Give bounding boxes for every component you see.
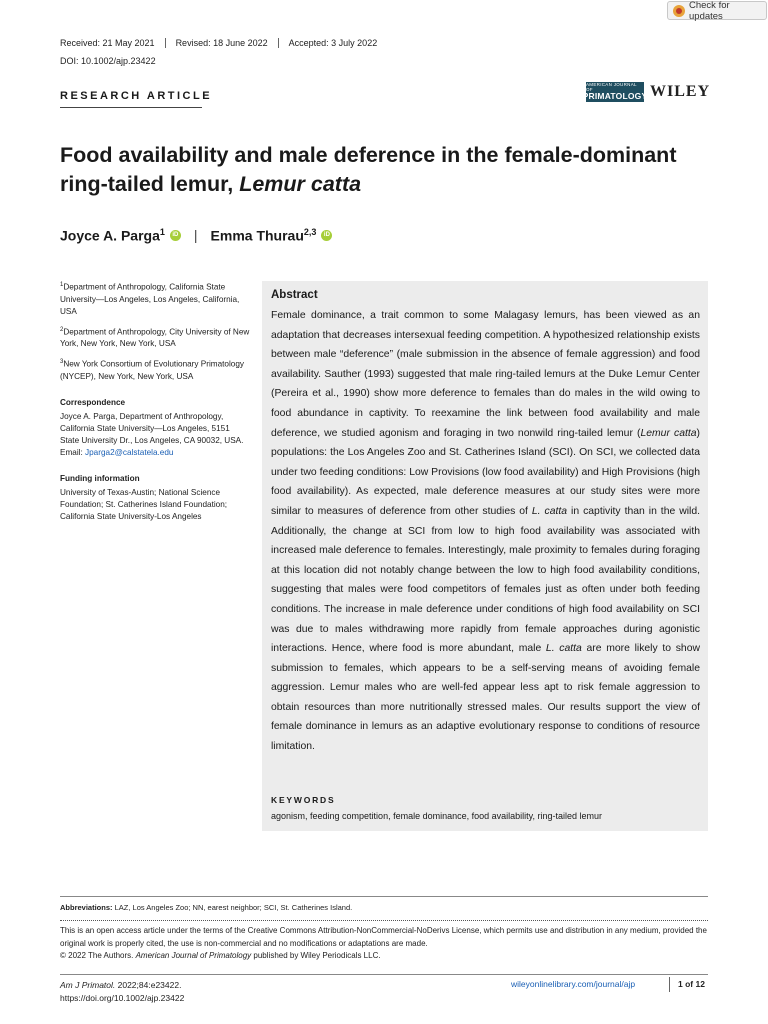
license-divider (60, 920, 708, 921)
copyright-line: © 2022 The Authors. American Journal of Primatology published by Wiley Periodicals LLC. (60, 951, 381, 960)
journal-logo-small-text: AMERICAN JOURNAL OF (586, 82, 637, 92)
check-for-updates-button[interactable] (667, 1, 767, 20)
keywords-text: agonism, feeding competition, female dominance, food availability, ring-tailed lemur (271, 811, 603, 821)
article-type-rule (60, 107, 202, 108)
footer-divider (60, 974, 708, 975)
orcid-icon[interactable]: iD (170, 230, 181, 241)
keywords-heading: KEYWORDS (271, 795, 336, 805)
received-date: Received: 21 May 2021 (60, 38, 155, 48)
journal-logo (582, 82, 648, 102)
orcid-icon[interactable]: iD (321, 230, 332, 241)
funding-text: University of Texas-Austin; National Science Foundation; St. Catherines Island Foundation; California State University-Los Angeles (60, 488, 228, 522)
affiliation: $^1$Department of Anthropology, California State University—Los Angeles, Los Angeles, California, USA (60, 282, 240, 316)
title-species: Lemur catta (239, 172, 362, 196)
sidebar-info (60, 279, 250, 523)
funding-heading: Funding information (60, 474, 140, 484)
check-for-updates-label: Check for updates (689, 0, 730, 22)
affiliation: $^2$Department of Anthropology, City University of New York, New York, New York, USA (60, 326, 250, 349)
article-type: RESEARCH ARTICLE (60, 90, 213, 102)
doi-header: DOI: 10.1002/ajp.23422 (60, 56, 156, 66)
page-number: 1 of 12 (678, 979, 705, 989)
correspondence-email: Email: Jparga2@calstatela.edu (60, 448, 174, 458)
email-link[interactable]: Jparga2@calstatela.edu (85, 448, 174, 458)
license-text: This is an open access article under the terms of the Creative Commons Attribution-NonCommercial-NoDerivs License, which permits use and distribution in any medium, provided the original work is properly cited, the use is non-commercial and no modifications or adaptations are made. (60, 926, 707, 948)
article-title (60, 141, 720, 199)
author-name[interactable]: Joyce A. Parga$^1$ (60, 227, 165, 244)
journal-url-link[interactable]: wileyonlinelibrary.com/journal/ajp (511, 979, 636, 989)
author-separator: | (193, 227, 198, 244)
correspondence-text: Joyce A. Parga, Department of Anthropology, California State University—Los Angeles, 5151 State University Dr., Los Angeles, CA 90032, USA. (60, 412, 244, 446)
crossmark-icon (673, 5, 685, 17)
accepted-date: Accepted: 3 July 2022 (278, 38, 388, 48)
footer-citation: Am J Primatol. 2022;84:e23422. https://doi.org/10.1002/ajp.23422 (60, 980, 185, 1003)
abbreviations: Abbreviations: LAZ, Los Angeles Zoo; NN, earest neighbor; SCI, St. Catherines Island. (60, 903, 353, 912)
submission-dates (60, 38, 387, 48)
publisher-logo: WILEY (650, 83, 711, 100)
author-name[interactable]: Emma Thurau$^{2,3}$ (210, 227, 317, 244)
title-main: Food availability and male deference in the female-dominant ring-tailed lemur, (60, 143, 677, 196)
abstract-text: Female dominance, a trait common to some Malagasy lemurs, has been viewed as an adaptation that decreases intersexual feeding competition. A hypothesized relationship exists between male “deference” (male submission in the absence of female aggression) and food availability. Sauther (1993) suggested that male ring-tailed lemurs at the Duke Lemur Center (Pereira et al., 1990) show more deference to females than do males in the wild owing to food abundance in captivity. To reexamine the link between food availability and male deference, we studied agonism and foraging in two nonwild ring-tailed lemur (Lemur catta) populations: the Los Angeles Zoo and St. Catherines Island (SCI). On SCI, we collected data under two feeding conditions: Low Provisions (low food availability) and High Provisions (high food availability). As expected, male deference measures at our study sites were more similar to measures of deference from other studies of L. catta in captivity than in the wild. Additionally, the change at SCI from low to high food availability was associated with increased male deference to females. Interestingly, male proximity to females during foraging at this location did not notably change between the low to high food availability conditions, suggesting that males were food competitors of females just as often under both feeding conditions. The increase in male deference under conditions of high food availability on SCI was due to males withdrawing more rapidly from female approaches during agonistic interactions. Hence, where food is more abundant, male L. catta are more likely to show submission to females, which appears to be a self-serving means of avoiding female aggression. Lemur males who are well-fed appear less apt to risk female aggression to obtain resources than more nutritionally stressed males. Our results support the view of female dominance in lemurs as an adaptive evolutionary response to conditions of resource limitation. (271, 310, 700, 753)
revised-date: Revised: 18 June 2022 (165, 38, 278, 48)
abstract-heading: Abstract (271, 289, 318, 301)
footnote-divider (60, 896, 708, 897)
correspondence-heading: Correspondence (60, 398, 126, 408)
footer-doi-link[interactable]: https://doi.org/10.1002/ajp.23422 (60, 993, 185, 1003)
journal-logo-big-text: PRIMATOLOGY (582, 91, 648, 102)
author-list (60, 227, 332, 244)
footer-separator (669, 977, 670, 992)
affiliation: $^3$New York Consortium of Evolutionary Primatology (NYCEP), New York, New York, USA (60, 359, 245, 382)
license-notice (60, 925, 720, 963)
